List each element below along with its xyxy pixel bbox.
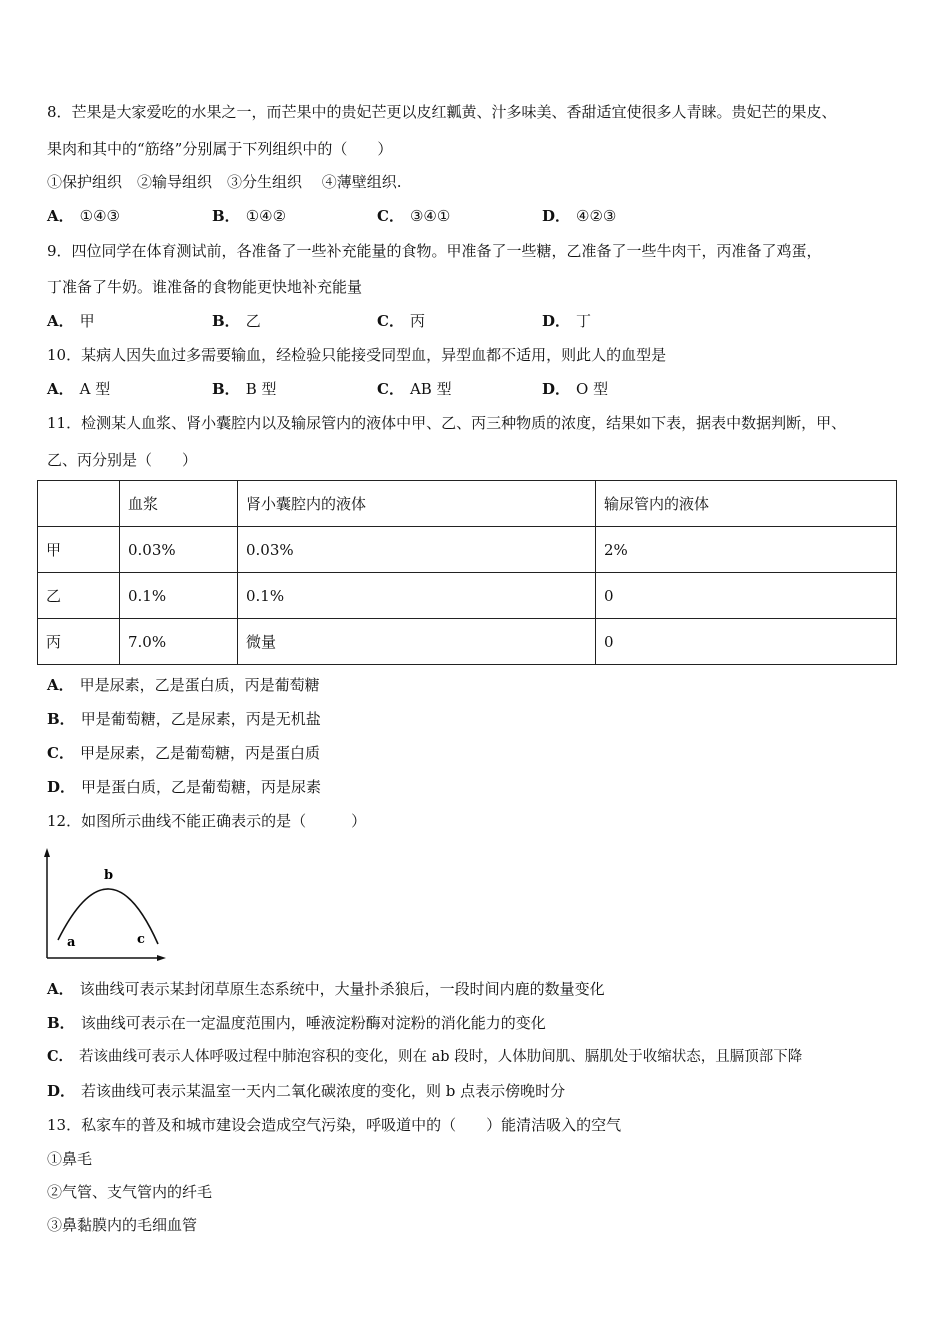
q11-stem-line2: 乙、丙分别是（ ）	[47, 451, 198, 469]
table-header-row	[38, 481, 897, 527]
x-axis-arrow-icon	[157, 955, 166, 961]
q8-option-a[interactable]: A． ①④③	[47, 207, 120, 225]
q11-option-d[interactable]: D． 甲是蛋白质，乙是葡萄糖，丙是尿素	[47, 778, 322, 796]
table-header-cell: 血浆	[120, 481, 238, 527]
q10-option-d[interactable]: D． O 型	[542, 380, 609, 398]
table-header-cell: 肾小囊腔内的液体	[238, 481, 596, 527]
q11-option-c[interactable]: C． 甲是尿素，乙是葡萄糖，丙是蛋白质	[47, 744, 320, 762]
table-cell: 0.03%	[120, 527, 238, 573]
q13-item-2: ②气管、支气管内的纤毛	[47, 1183, 213, 1201]
y-axis-arrow-icon	[44, 848, 50, 857]
q8-option-c[interactable]: C． ③④①	[377, 207, 451, 225]
table-cell: 微量	[238, 619, 596, 665]
q10-option-a[interactable]: A． A 型	[47, 380, 111, 398]
q11-option-a[interactable]: A． 甲是尿素，乙是蛋白质，丙是葡萄糖	[47, 676, 320, 694]
q9-option-a[interactable]: A． 甲	[47, 312, 95, 330]
q13-stem: 13．私家车的普及和城市建设会造成空气污染，呼吸道中的（ ）能清洁吸入的空气	[47, 1116, 622, 1134]
q9-stem-line1: 9．四位同学在体育测试前，各准备了一些补充能量的食物。甲准备了一些糖，乙准备了一些牛肉干，丙准备了鸡蛋，	[47, 242, 822, 260]
q8-stem-line1: 8．芒果是大家爱吃的水果之一，而芒果中的贵妃芒更以皮红瓤黄、汁多味美、香甜适宜使很多人青睐。贵妃芒的果皮、	[47, 103, 837, 121]
q8-option-d[interactable]: D． ④②③	[542, 207, 617, 225]
table-cell: 0	[596, 619, 897, 665]
q9-option-d[interactable]: D． 丁	[542, 312, 592, 330]
table-cell: 0.1%	[238, 573, 596, 619]
label-b: b	[104, 868, 114, 883]
q12-curve-figure	[40, 848, 170, 964]
q12-option-c[interactable]: C． 若该曲线可表示人体呼吸过程中肺泡容积的变化，则在 ab 段时，人体肋间肌、膈肌处于收缩状态，且膈顶部下降	[47, 1048, 803, 1065]
table-cell: 乙	[38, 573, 120, 619]
label-a: a	[67, 935, 76, 950]
table-header-cell: 输尿管内的液体	[596, 481, 897, 527]
table-cell: 7.0%	[120, 619, 238, 665]
table-cell: 0.03%	[238, 527, 596, 573]
q13-item-3: ③鼻黏膜内的毛细血管	[47, 1216, 198, 1234]
q8-option-b[interactable]: B． ①④②	[212, 207, 287, 225]
table-row	[38, 527, 897, 573]
q9-option-c[interactable]: C． 丙	[377, 312, 425, 330]
q11-stem-line1: 11．检测某人血浆、肾小囊腔内以及输尿管内的液体中甲、乙、丙三种物质的浓度，结果如下表，据表中数据判断，甲、	[47, 414, 847, 432]
q8-tissue-list: ①保护组织 ②输导组织 ③分生组织 ④薄壁组织.	[47, 173, 402, 191]
q8-stem-line2: 果肉和其中的“筋络”分别属于下列组织中的（ ）	[47, 140, 393, 158]
q13-item-1: ①鼻毛	[47, 1150, 93, 1168]
q12-option-d[interactable]: D． 若该曲线可表示某温室一天内二氧化碳浓度的变化，则 b 点表示傍晚时分	[47, 1082, 566, 1100]
table-cell: 0.1%	[120, 573, 238, 619]
q12-option-b[interactable]: B． 该曲线可表示在一定温度范围内，唾液淀粉酶对淀粉的消化能力的变化	[47, 1014, 546, 1032]
table-row	[38, 619, 897, 665]
table-header-cell	[38, 481, 120, 527]
q12-option-a[interactable]: A． 该曲线可表示某封闭草原生态系统中，大量扑杀狼后，一段时间内鹿的数量变化	[47, 980, 605, 998]
q11-data-table	[37, 480, 897, 665]
table-cell: 2%	[596, 527, 897, 573]
table-cell: 0	[596, 573, 897, 619]
table-cell: 甲	[38, 527, 120, 573]
table-cell: 丙	[38, 619, 120, 665]
q9-option-b[interactable]: B． 乙	[212, 312, 261, 330]
q10-stem: 10．某病人因失血过多需要输血，经检验只能接受同型血，异型血都不适用，则此人的血型是	[47, 346, 667, 364]
q9-stem-line2: 丁准备了牛奶。谁准备的食物能更快地补充能量	[47, 278, 363, 296]
q11-option-b[interactable]: B． 甲是葡萄糖，乙是尿素，丙是无机盐	[47, 710, 321, 728]
q12-stem: 12．如图所示曲线不能正确表示的是（ ）	[47, 812, 367, 830]
q10-option-b[interactable]: B． B 型	[212, 380, 277, 398]
table-row	[38, 573, 897, 619]
q10-option-c[interactable]: C． AB 型	[377, 380, 452, 398]
label-c: c	[137, 932, 145, 947]
